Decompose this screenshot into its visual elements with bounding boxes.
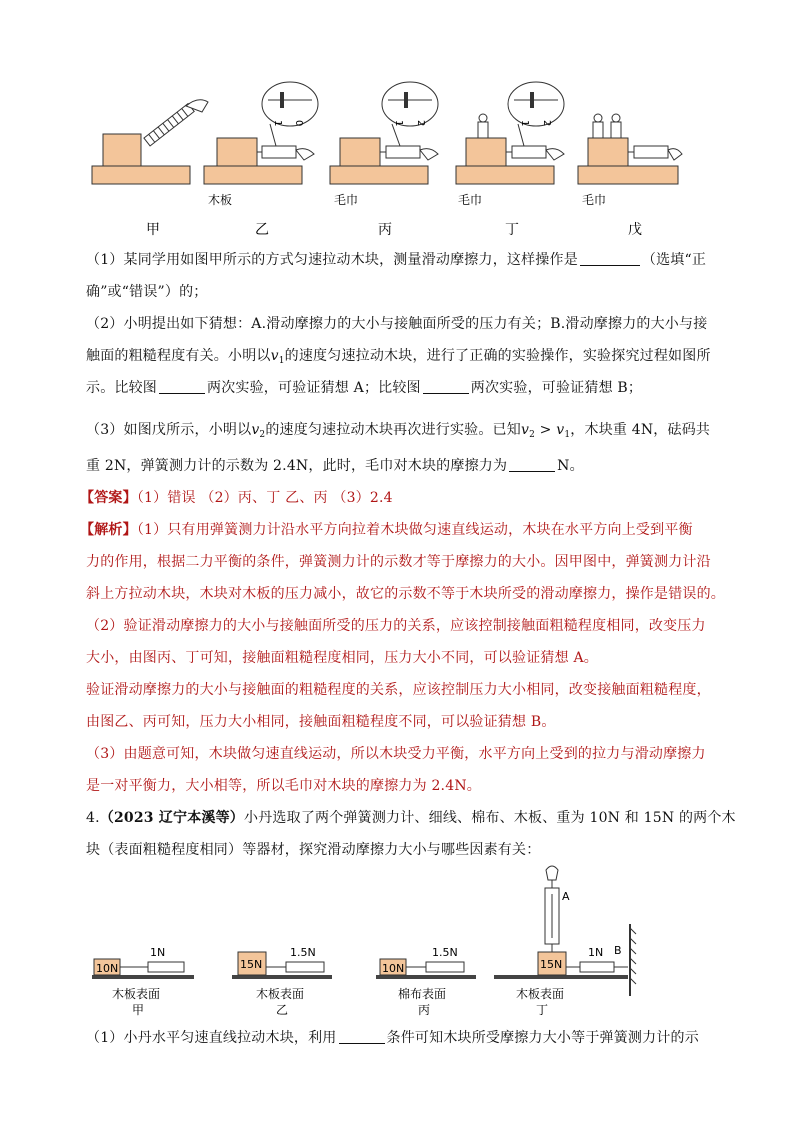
setup-ding [456, 82, 564, 184]
answer-blank[interactable] [423, 379, 469, 394]
surface-label: 毛巾 [334, 193, 359, 207]
analysis-line: 斜上方拉动木块，木块对木板的压力减小，故它的示数不等于木块所受的滑动摩擦力，操作是错误的。 [86, 586, 725, 602]
surface-label: 毛巾 [458, 193, 483, 207]
label-b: B [614, 944, 622, 957]
q3-part3-line2: 重 2N，弹簧测力计的示数为 2.4N，此时，毛巾对木块的摩擦力为 N。 [86, 458, 584, 474]
analysis-line: 验证滑动摩擦力的大小与接触面的粗糙程度的关系，应该控制压力大小相同，改变接触面粗糙程度， [86, 682, 711, 698]
surface-label: 棉布表面 [398, 987, 447, 1001]
analysis-line: （2）验证滑动摩擦力的大小与接触面所受的压力的关系，应该控制接触面粗糙程度相同，改变压力 [86, 618, 706, 634]
scale-digit: 2 [415, 120, 426, 127]
scale-digit: 2 [541, 120, 552, 127]
scale-digit: 1 [393, 120, 404, 127]
surface-label: 木板表面 [516, 987, 565, 1001]
q3-part2-line2: 触面的粗糙程度有关。小明以$v_1$的速度匀速拉动木块，进行了正确的实验操作，实验探究过程如图所 [86, 348, 711, 366]
figure-caption: 丁 [536, 1003, 549, 1017]
q3-part2-line3: 示。比较图 两次实验，可验证猜想 A；比较图 两次实验，可验证猜想 B； [86, 380, 643, 396]
figure-caption: 戊 [628, 222, 642, 238]
scale-digit: 1 [272, 120, 283, 127]
surface-label: 毛巾 [582, 193, 607, 207]
answer-blank[interactable] [509, 457, 555, 472]
figure-caption: 甲 [132, 1003, 145, 1017]
scale-digit: 1 [519, 120, 530, 127]
block-weight: 15N [240, 958, 263, 971]
block-weight: 10N [382, 962, 405, 975]
q4-line2: 块（表面粗糙程度相同）等器材，探究滑动摩擦力大小与哪些因素有关： [86, 842, 541, 858]
q3-part2-line1: （2）小明提出如下猜想：A.滑动摩擦力的大小与接触面所受的压力有关；B.滑动摩擦力的大小与接 [86, 316, 708, 332]
setup-jia [92, 100, 208, 184]
q4-part1-line1: （1）小丹水平匀速直线拉动木块，利用 条件可知木块所受摩擦力大小等于弹簧测力计的示 [86, 1030, 699, 1046]
spring-reading: 1N [150, 946, 166, 959]
answer-blank[interactable] [159, 379, 205, 394]
surface-label: 木板 [208, 193, 233, 207]
friction-experiment-figure-top [0, 80, 794, 240]
figure-caption: 乙 [255, 222, 269, 238]
block-weight: 15N [540, 958, 563, 971]
figure-caption: 丙 [418, 1003, 431, 1017]
surface-label: 木板表面 [112, 987, 161, 1001]
block-weight: 10N [96, 962, 119, 975]
analysis-line: （3）由题意可知，木块做匀速直线运动，所以木块受力平衡，水平方向上受到的拉力与滑动摩擦力 [86, 746, 706, 762]
q3-part1-line1: （1）某同学用如图甲所示的方式匀速拉动木块，测量滑动摩擦力，这样操作是 （选填“正 [86, 252, 707, 268]
figure-caption: 丙 [378, 222, 392, 238]
figure-caption: 丁 [505, 222, 519, 238]
analysis-line: 大小，由图丙、丁可知，接触面粗糙程度相同，压力大小不同，可以验证猜想 A。 [86, 650, 598, 666]
spring-reading: 1.5N [290, 946, 316, 959]
analysis-line: 是一对平衡力，大小相等，所以毛巾对木块的摩擦力为 2.4N。 [86, 778, 481, 794]
setup-yi [204, 82, 318, 184]
answer-blank[interactable] [339, 1029, 385, 1044]
figure-caption: 甲 [146, 222, 160, 238]
q3-part3-line1: （3）如图戊所示，小明以$v_2$的速度匀速拉动木块再次进行实验。已知$v_2 > v_1$，木块重 4N，砝码共 [86, 422, 711, 440]
setup-bing [330, 82, 438, 184]
setup-ding [494, 866, 636, 996]
answer-line: 【答案】（1）错误 （2）丙、丁 乙、丙 （3）2.4 [80, 490, 393, 506]
surface-label: 木板表面 [256, 987, 305, 1001]
q4-line1: 4.（2023 辽宁本溪等）小丹选取了两个弹簧测力计、细线、棉布、木板、重为 10N 和 15N 的两个木 [86, 810, 736, 826]
answer-blank[interactable] [580, 251, 640, 266]
spring-reading: 1N [588, 946, 604, 959]
figure-caption: 乙 [276, 1003, 289, 1017]
label-a: A [562, 890, 570, 903]
scale-digit: 0 [293, 120, 304, 127]
spring-reading: 1.5N [432, 946, 458, 959]
setup-wu [578, 114, 682, 184]
analysis-line: 【解析】（1）只有用弹簧测力计沿水平方向拉着木块做匀速直线运动，木块在水平方向上受到平衡 [80, 522, 693, 538]
analysis-line: 力的作用，根据二力平衡的条件，弹簧测力计的示数才等于摩擦力的大小。因甲图中，弹簧测力计沿 [86, 554, 711, 570]
friction-experiment-figure-bottom [0, 862, 794, 1022]
analysis-line: 由图乙、丙可知，压力大小相同，接触面粗糙程度不同，可以验证猜想 B。 [86, 714, 556, 730]
q3-part1-line2: 确”或“错误”）的； [86, 284, 208, 300]
